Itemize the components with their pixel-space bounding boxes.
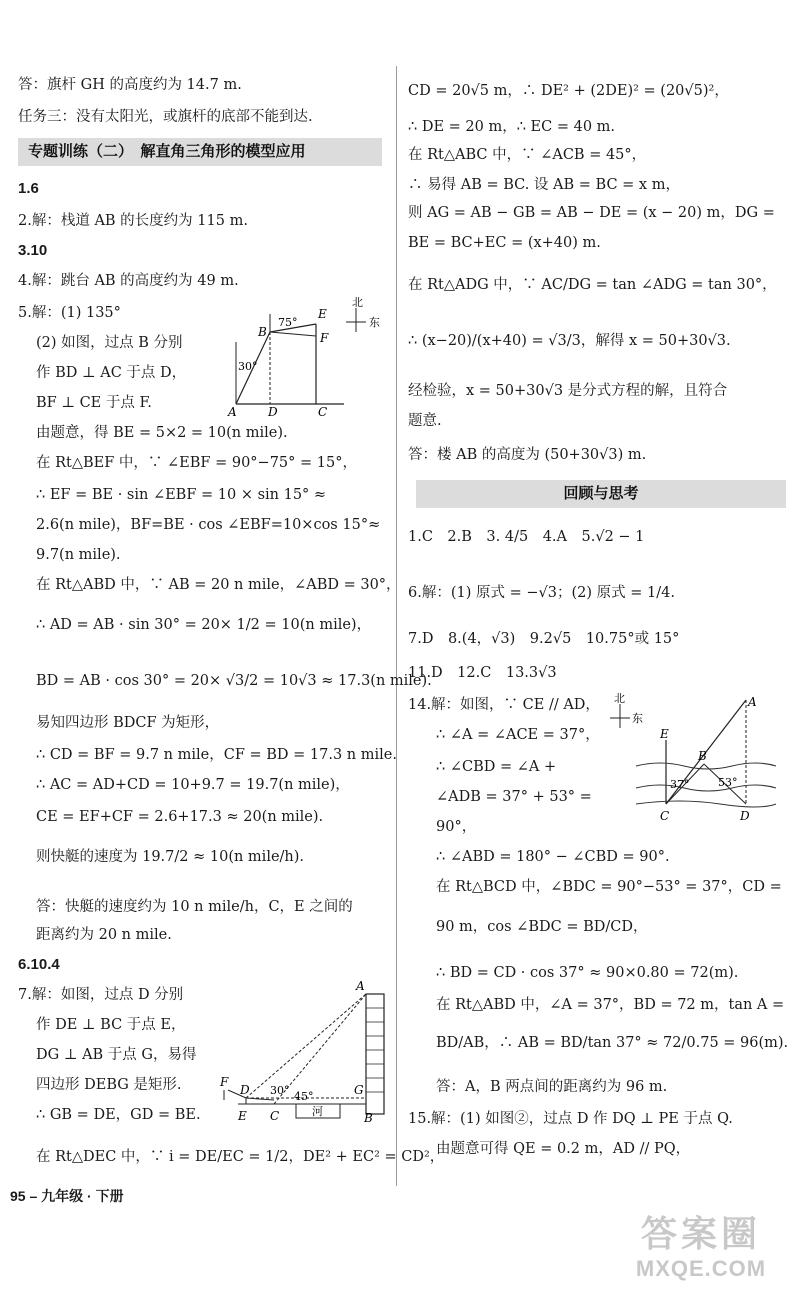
fig7-label: C [270, 1109, 280, 1123]
text-line: 作 BD ⊥ AC 于点 D， [36, 365, 187, 381]
fig14-label: A [748, 695, 757, 709]
fig5-label: 75° [278, 316, 298, 329]
text-line: BF ⊥ CE 于点 F. [36, 395, 152, 411]
fig7-label: E [238, 1109, 247, 1123]
answer-7: 7.解：如图，过点 D 分别 [18, 987, 184, 1003]
text-line: ∴ BD = CD · cos 37° ≈ 90×0.80 = 72(m). [436, 965, 739, 981]
text-line: 90 m，cos ∠BDC = BD/CD， [436, 919, 648, 935]
fig7-label: 河 [312, 1105, 323, 1118]
text-line: 在 Rt△ABC 中，∵ ∠ACB = 45°， [408, 147, 647, 163]
section-title: 专题训练（二） 解直角三角形的模型应用 [18, 138, 382, 166]
fig5-label: 30° [238, 360, 258, 373]
answer-2: 2.解：栈道 AB 的长度约为 115 m. [18, 213, 248, 229]
text-line: 在 Rt△ABD 中，∵ AB = 20 n mile，∠ABD = 30°， [36, 577, 401, 593]
fig7-label: A [356, 980, 365, 993]
text-line: 答：楼 AB 的高度为 (50+30√3) m. [408, 447, 647, 463]
column-divider [396, 66, 397, 1186]
answer-3: 3.10 [18, 242, 48, 259]
text-line: 易知四边形 BDCF 为矩形， [36, 715, 220, 731]
text-line: ∴ GB = DE，GD = BE. [36, 1107, 201, 1123]
text-line: 经检验，x = 50+30√3 是分式方程的解，且符合 [408, 383, 728, 399]
fig7-label: F [220, 1075, 229, 1089]
text-line: 9.7(n mile). [36, 547, 121, 563]
text-line: 由题意可得 QE = 0.2 m，AD // PQ， [436, 1141, 691, 1157]
fig14-label: E [660, 727, 669, 741]
text-line: (2) 如图，过点 B 分别 [36, 335, 183, 351]
text-line: ∴ EF = BE · sin ∠EBF = 10 × sin 15° ≈ [36, 487, 327, 503]
figure-problem-7 [218, 980, 396, 1130]
fig7-label: 30° [270, 1084, 290, 1097]
text-line: BE = BC+EC = (x+40) m. [408, 235, 601, 251]
answer-1: 1.6 [18, 180, 39, 197]
text-line: 2.6(n mile)，BF=BE · cos ∠EBF=10×cos 15°≈ [36, 517, 381, 533]
figure-problem-5 [226, 296, 396, 418]
fig5-label: B [258, 325, 267, 339]
text-line: 任务三：没有太阳光，或旗杆的底部不能到达. [18, 109, 313, 125]
fig14-label: 北 [614, 692, 625, 705]
fig5-label: F [320, 331, 329, 345]
text-line: BD/AB，∴ AB = BD/tan 37° ≈ 72/0.75 = 96(m). [436, 1035, 789, 1051]
fig5-label: E [318, 307, 327, 321]
fig14-label: 37° [670, 778, 690, 791]
text-line: 答：旗杆 GH 的高度约为 14.7 m. [18, 77, 242, 93]
text-line: 作 DE ⊥ BC 于点 E， [36, 1017, 186, 1033]
text-line: 题意. [408, 413, 442, 429]
text-line: 距离约为 20 n mile. [36, 927, 172, 943]
text-line: ∴ 易得 AB = BC. 设 AB = BC = x m， [408, 177, 680, 193]
text-line: 四边形 DEBG 是矩形. [36, 1077, 182, 1093]
page-footer: 95 – 九年级 · 下册 [10, 1188, 124, 1204]
text-line: 在 Rt△BCD 中，∠BDC = 90°−53° = 37°，CD = [436, 879, 782, 895]
text-line: BD = AB · cos 30° = 20× √3/2 = 10√3 ≈ 17.3(n mile). [36, 673, 432, 689]
fig7-label: D [240, 1083, 250, 1097]
text-line: 则 AG = AB − GB = AB − DE = (x − 20) m，DG = [408, 205, 775, 221]
text-line: 则快艇的速度为 19.7/2 ≈ 10(n mile/h). [36, 849, 305, 865]
fig5-label: 北 [352, 296, 363, 309]
text-line: CE = EF+CF = 2.6+17.3 ≈ 20(n mile). [36, 809, 324, 825]
text-line: 答：A，B 两点间的距离约为 96 m. [436, 1079, 668, 1095]
answer-14: 14.解：如图，∵ CE // AD， [408, 697, 600, 713]
fig5-label: 东 [369, 316, 380, 329]
section-title: 回顾与思考 [416, 480, 786, 508]
fig5-label: A [228, 405, 237, 418]
text-line: DG ⊥ AB 于点 G，易得 [36, 1047, 197, 1063]
fig7-label: G [354, 1083, 364, 1097]
fig14-label: 东 [632, 712, 643, 725]
text-line: 由题意，得 BE = 5×2 = 10(n mile). [36, 425, 288, 441]
text-line: ∴ ∠A = ∠ACE = 37°， [436, 727, 600, 743]
answer-15: 15.解：(1) 如图②，过点 D 作 DQ ⊥ PE 于点 Q. [408, 1111, 733, 1127]
text-line: 在 Rt△ABD 中，∠A = 37°，BD = 72 m，tan A = [436, 997, 785, 1013]
figure-problem-14 [600, 692, 790, 826]
answer-6: 6.解：(1) 原式 = −√3；(2) 原式 = 1/4. [408, 585, 675, 601]
fig14-label: B [698, 749, 707, 763]
text-line: ∠ADB = 37° + 53° = [436, 789, 592, 805]
fig14-label: C [660, 809, 670, 823]
text-line: ∴ ∠ABD = 180° − ∠CBD = 90°. [436, 849, 670, 865]
text-line: 在 Rt△BEF 中，∵ ∠EBF = 90°−75° = 15°， [36, 455, 357, 471]
fig5-label: D [268, 405, 278, 418]
answer-4: 4.解：跳台 AB 的高度约为 49 m. [18, 273, 239, 289]
answer-5: 5.解：(1) 135° [18, 305, 121, 321]
text-line: ∴ CD = BF = 9.7 n mile，CF = BD = 17.3 n mile. [36, 747, 397, 763]
fig14-label: 53° [718, 776, 738, 789]
text-line: 90°， [436, 819, 477, 835]
answers-1-5: 1.C 2.B 3. 4/5 4.A 5.√2 − 1 [408, 529, 645, 545]
fig7-label: 45° [294, 1090, 314, 1103]
text-line: 在 Rt△DEC 中，∵ i = DE/EC = 1/2，DE² + EC² = CD²， [36, 1149, 445, 1165]
text-line: ∴ (x−20)/(x+40) = √3/3，解得 x = 50+30√3. [408, 333, 731, 349]
answers-11-13: 11.D 12.C 13.3√3 [408, 665, 557, 681]
text-line: ∴ AD = AB · sin 30° = 20× 1/2 = 10(n mile)， [36, 617, 372, 633]
text-line: ∴ ∠CBD = ∠A + [436, 759, 557, 775]
text-line: CD = 20√5 m，∴ DE² + (2DE)² = (20√5)²， [408, 83, 729, 99]
watermark-title: 答案圈 [640, 1213, 761, 1254]
fig5-label: C [318, 405, 328, 418]
text-line: ∴ DE = 20 m，∴ EC = 40 m. [408, 119, 616, 135]
fig14-label: D [740, 809, 750, 823]
text-line: 在 Rt△ADG 中，∵ AC/DG = tan ∠ADG = tan 30°， [408, 277, 777, 293]
text-line: ∴ AC = AD+CD = 10+9.7 = 19.7(n mile)， [36, 777, 350, 793]
fig7-label: B [364, 1111, 373, 1125]
answer-6: 6.10.4 [18, 956, 60, 973]
text-line: 答：快艇的速度约为 10 n mile/h，C，E 之间的 [36, 899, 353, 915]
watermark-url: MXQE.COM [635, 1256, 767, 1281]
watermark-logo [612, 1212, 790, 1290]
answers-7-10: 7.D 8.(4，√3) 9.2√5 10.75°或 15° [408, 631, 680, 647]
